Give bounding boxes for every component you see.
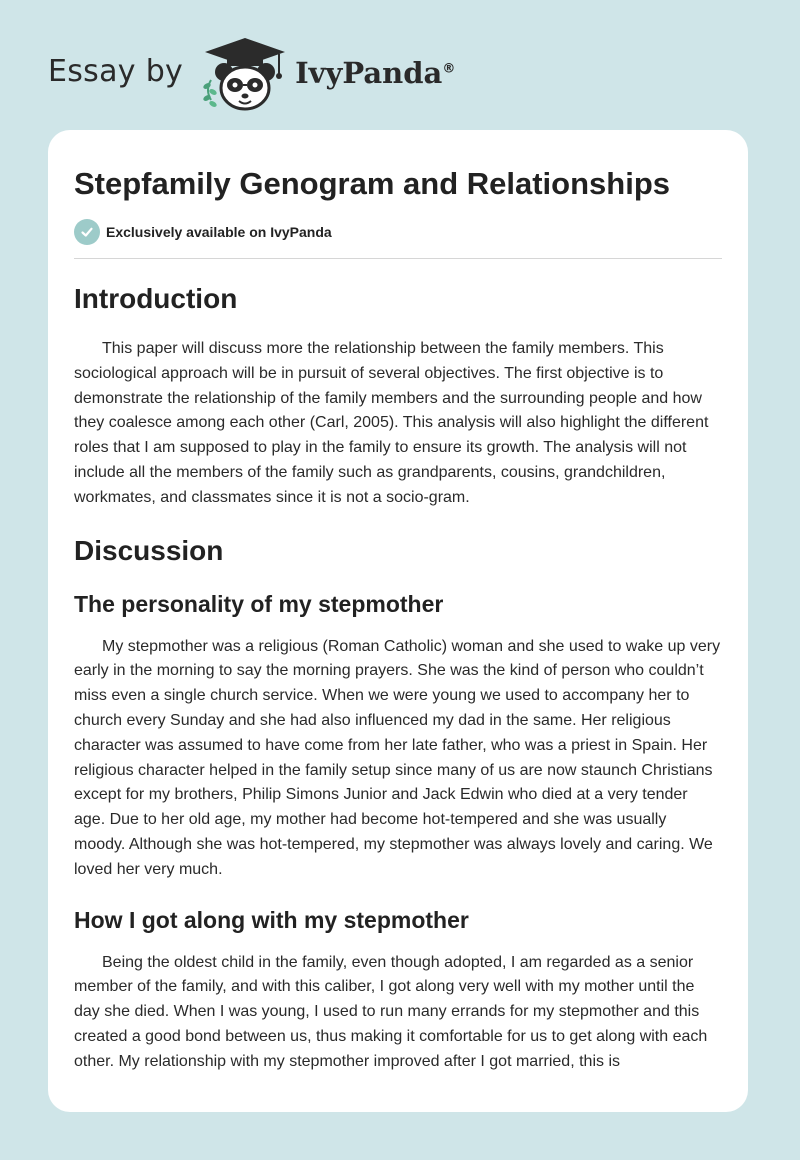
article-title: Stepfamily Genogram and Relationships xyxy=(74,166,671,201)
panda-logo-icon[interactable] xyxy=(197,34,293,114)
section-discussion xyxy=(74,533,722,569)
exclusive-label: Exclusively available on IvyPanda xyxy=(106,224,332,240)
brand-name-text: IvyPanda xyxy=(295,56,443,90)
section-heading: Discussion xyxy=(74,534,224,566)
brand-header xyxy=(48,34,455,114)
subsection-heading: How I got along with my stepmother xyxy=(74,906,469,933)
check-icon xyxy=(74,219,100,245)
brand-prefix: Essay by xyxy=(48,53,184,89)
section-stepmother-personality xyxy=(74,589,722,883)
registered-mark: ® xyxy=(442,61,456,77)
section-paragraph: My stepmother was a religious (Roman Catholic) woman and she used to wake up very early in the morning to say the morning prayers. She was the kind of person who couldn’t miss even a single church service. When we were young we used to accompany her to church every Sunday and she had also influenced my dad in the same. Her religious character was assumed to have come from her late father, who was a priest in Spain. Her religious character helped in the family setup since many of us are now staunch Christians except for my brothers, Philip Simons Junior and Jack Edwin who died at a very tender age. Due to her old age, my mother had become hot-tempered and she was usually moody. Although she was hot-tempered, my stepmother was always lovely and caring. We loved her very much. xyxy=(74,637,721,878)
exclusive-badge xyxy=(74,218,722,246)
divider xyxy=(74,258,722,259)
brand-name[interactable] xyxy=(295,56,455,90)
subsection-heading: The personality of my stepmother xyxy=(74,590,444,617)
article-card xyxy=(48,130,748,1112)
section-heading: Introduction xyxy=(74,283,238,314)
section-introduction xyxy=(74,281,722,511)
section-getting-along xyxy=(74,905,722,1075)
section-paragraph: Being the oldest child in the family, even though adopted, I am regarded as a senior member of the family, and with this caliber, I got along very well with my mother until the day she died. When I was young, I used to run many errands for my stepmother and this created a good bond between us, thus making it comfortable for us to get along with each other. My relationship with my stepmother improved after I got married, this is xyxy=(74,953,708,1070)
section-paragraph: This paper will discuss more the relationship between the family members. This sociological approach will be in pursuit of several objectives. The first objective is to demonstrate the relationship of the family members and the surrounding people and how they coalesce among each other (Carl, 2005). This analysis will also highlight the different roles that I am supposed to play in the family to ensure its growth. The analysis will not include all the members of the family such as grandparents, cousins, grandchildren, workmates, and classmates since it is not a socio-gram. xyxy=(74,340,709,506)
